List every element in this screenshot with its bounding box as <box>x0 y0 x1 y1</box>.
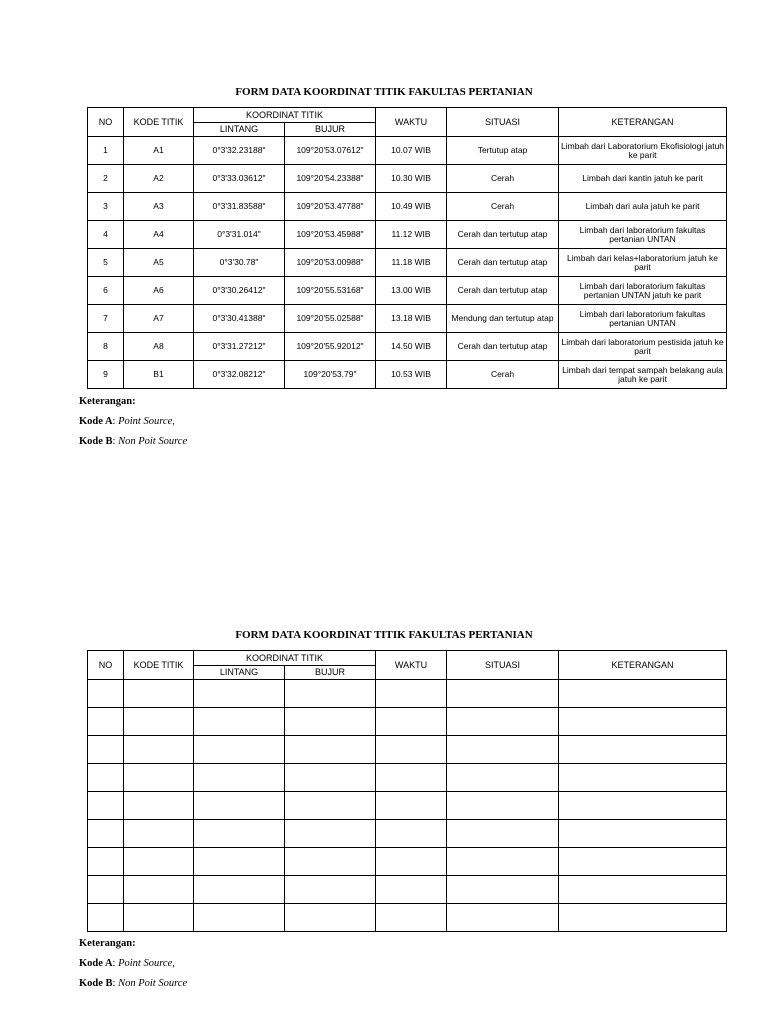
empty-cell-no <box>88 680 124 708</box>
header-kode-titik: KODE TITIK <box>124 651 194 680</box>
cell-lintang: 0°3'30.41388" <box>194 305 285 333</box>
cell-lintang: 0°3'30.26412" <box>194 277 285 305</box>
table-row <box>88 249 727 277</box>
empty-cell-lintang <box>194 848 285 876</box>
cell-bujur: 109°20'53.47788" <box>285 193 376 221</box>
empty-cell-situasi <box>447 736 559 764</box>
cell-no: 3 <box>88 193 124 221</box>
empty-cell-kode <box>124 680 194 708</box>
empty-cell-kode <box>124 708 194 736</box>
empty-table-row <box>88 764 727 792</box>
cell-kode: A5 <box>124 249 194 277</box>
cell-bujur: 109°20'55.53168" <box>285 277 376 305</box>
empty-cell-waktu <box>376 680 447 708</box>
cell-waktu: 11.18 WIB <box>376 249 447 277</box>
cell-bujur: 109°20'53.45988" <box>285 221 376 249</box>
header-lintang: LINTANG <box>194 123 285 137</box>
note-kode-b: Kode B: Non Poit Source <box>79 436 188 447</box>
cell-waktu: 10.53 WIB <box>376 361 447 389</box>
cell-keterangan: Limbah dari laboratorium fakultas pertanian UNTAN jatuh ke parit <box>559 277 727 305</box>
empty-cell-keterangan <box>559 820 727 848</box>
coordinate-data-table <box>87 107 727 389</box>
cell-bujur: 109°20'55.92012" <box>285 333 376 361</box>
empty-cell-lintang <box>194 820 285 848</box>
cell-bujur: 109°20'54.23388" <box>285 165 376 193</box>
empty-cell-keterangan <box>559 792 727 820</box>
empty-cell-lintang <box>194 876 285 904</box>
cell-kode: A2 <box>124 165 194 193</box>
cell-no: 2 <box>88 165 124 193</box>
empty-cell-keterangan <box>559 764 727 792</box>
empty-cell-situasi <box>447 764 559 792</box>
empty-cell-lintang <box>194 680 285 708</box>
cell-no: 6 <box>88 277 124 305</box>
form-title-blank: FORM DATA KOORDINAT TITIK FAKULTAS PERTANIAN <box>235 629 533 641</box>
empty-cell-kode <box>124 876 194 904</box>
empty-cell-keterangan <box>559 904 727 932</box>
table-row <box>88 165 727 193</box>
empty-table-row <box>88 792 727 820</box>
cell-no: 1 <box>88 137 124 165</box>
header-keterangan: KETERANGAN <box>559 651 727 680</box>
empty-cell-bujur <box>285 764 376 792</box>
empty-cell-no <box>88 820 124 848</box>
cell-waktu: 14.50 WIB <box>376 333 447 361</box>
empty-cell-bujur <box>285 904 376 932</box>
cell-situasi: Cerah <box>447 165 559 193</box>
cell-kode: A6 <box>124 277 194 305</box>
cell-no: 4 <box>88 221 124 249</box>
note-kode-a: Kode A: Point Source, <box>79 416 175 427</box>
empty-cell-keterangan <box>559 848 727 876</box>
legend-notes-blank <box>79 934 187 994</box>
cell-situasi: Cerah dan tertutup atap <box>447 277 559 305</box>
cell-situasi: Cerah <box>447 361 559 389</box>
empty-cell-no <box>88 876 124 904</box>
cell-no: 5 <box>88 249 124 277</box>
header-lintang: LINTANG <box>194 666 285 680</box>
cell-keterangan: Limbah dari laboratorium fakultas pertanian UNTAN <box>559 305 727 333</box>
empty-table-row <box>88 904 727 932</box>
empty-cell-waktu <box>376 708 447 736</box>
empty-cell-bujur <box>285 680 376 708</box>
empty-cell-bujur <box>285 708 376 736</box>
empty-cell-lintang <box>194 904 285 932</box>
empty-table-row <box>88 708 727 736</box>
header-kode-titik: KODE TITIK <box>124 108 194 137</box>
cell-kode: A8 <box>124 333 194 361</box>
empty-cell-bujur <box>285 736 376 764</box>
empty-cell-bujur <box>285 876 376 904</box>
empty-cell-lintang <box>194 792 285 820</box>
empty-cell-no <box>88 848 124 876</box>
cell-waktu: 13.18 WIB <box>376 305 447 333</box>
empty-table-row <box>88 848 727 876</box>
header-bujur: BUJUR <box>285 666 376 680</box>
empty-cell-no <box>88 764 124 792</box>
empty-cell-no <box>88 904 124 932</box>
note-kode-a: Kode A: Point Source, <box>79 958 175 969</box>
table-row <box>88 305 727 333</box>
table-row <box>88 137 727 165</box>
header-bujur: BUJUR <box>285 123 376 137</box>
header-waktu: WAKTU <box>376 108 447 137</box>
empty-cell-keterangan <box>559 708 727 736</box>
form-title: FORM DATA KOORDINAT TITIK FAKULTAS PERTANIAN <box>235 86 533 98</box>
cell-lintang: 0°3'31.83588" <box>194 193 285 221</box>
header-waktu: WAKTU <box>376 651 447 680</box>
empty-cell-lintang <box>194 708 285 736</box>
empty-cell-waktu <box>376 764 447 792</box>
empty-cell-kode <box>124 792 194 820</box>
header-situasi: SITUASI <box>447 651 559 680</box>
empty-cell-waktu <box>376 820 447 848</box>
cell-situasi: Cerah dan tertutup atap <box>447 249 559 277</box>
table-body-blank <box>88 680 727 932</box>
cell-situasi: Cerah <box>447 193 559 221</box>
cell-keterangan: Limbah dari laboratorium pestisida jatuh ke parit <box>559 333 727 361</box>
cell-keterangan: Limbah dari kantin jatuh ke parit <box>559 165 727 193</box>
empty-cell-waktu <box>376 904 447 932</box>
empty-cell-situasi <box>447 820 559 848</box>
empty-cell-no <box>88 736 124 764</box>
empty-table-row <box>88 876 727 904</box>
empty-cell-keterangan <box>559 876 727 904</box>
table-row <box>88 361 727 389</box>
header-no: NO <box>88 108 124 137</box>
empty-cell-kode <box>124 848 194 876</box>
blank-coordinate-table <box>87 650 727 932</box>
header-keterangan: KETERANGAN <box>559 108 727 137</box>
cell-situasi: Mendung dan tertutup atap <box>447 305 559 333</box>
empty-cell-waktu <box>376 848 447 876</box>
cell-waktu: 10.49 WIB <box>376 193 447 221</box>
cell-waktu: 10.07 WIB <box>376 137 447 165</box>
empty-cell-situasi <box>447 680 559 708</box>
note-kode-b: Kode B: Non Poit Source <box>79 978 188 989</box>
notes-heading: Keterangan: <box>79 396 136 407</box>
cell-bujur: 109°20'53.00988" <box>285 249 376 277</box>
cell-lintang: 0°3'32.08212" <box>194 361 285 389</box>
empty-cell-bujur <box>285 848 376 876</box>
cell-no: 9 <box>88 361 124 389</box>
table-row <box>88 333 727 361</box>
empty-cell-situasi <box>447 708 559 736</box>
cell-keterangan: Limbah dari aula jatuh ke parit <box>559 193 727 221</box>
cell-keterangan: Limbah dari kelas+laboratorium jatuh ke parit <box>559 249 727 277</box>
table-body <box>88 137 727 389</box>
cell-keterangan: Limbah dari Laboratorium Ekofisiologi jatuh ke parit <box>559 137 727 165</box>
cell-bujur: 109°20'53.79" <box>285 361 376 389</box>
empty-table-row <box>88 680 727 708</box>
empty-cell-bujur <box>285 820 376 848</box>
empty-cell-situasi <box>447 904 559 932</box>
cell-bujur: 109°20'53.07612" <box>285 137 376 165</box>
empty-cell-kode <box>124 736 194 764</box>
cell-keterangan: Limbah dari tempat sampah belakang aula jatuh ke parit <box>559 361 727 389</box>
header-koordinat-titik: KOORDINAT TITIK <box>194 108 376 123</box>
empty-cell-waktu <box>376 792 447 820</box>
cell-waktu: 10.30 WIB <box>376 165 447 193</box>
cell-no: 8 <box>88 333 124 361</box>
cell-lintang: 0°3'31.27212" <box>194 333 285 361</box>
table-row <box>88 277 727 305</box>
table-row <box>88 221 727 249</box>
notes-heading: Keterangan: <box>79 938 136 949</box>
empty-table-row <box>88 736 727 764</box>
empty-cell-kode <box>124 820 194 848</box>
cell-situasi: Cerah dan tertutup atap <box>447 221 559 249</box>
cell-kode: A3 <box>124 193 194 221</box>
empty-cell-situasi <box>447 876 559 904</box>
cell-no: 7 <box>88 305 124 333</box>
table-row <box>88 193 727 221</box>
empty-cell-situasi <box>447 848 559 876</box>
cell-kode: B1 <box>124 361 194 389</box>
empty-cell-situasi <box>447 792 559 820</box>
cell-kode: A4 <box>124 221 194 249</box>
empty-cell-keterangan <box>559 736 727 764</box>
empty-cell-bujur <box>285 792 376 820</box>
cell-lintang: 0°3'31.014" <box>194 221 285 249</box>
header-koordinat-titik: KOORDINAT TITIK <box>194 651 376 666</box>
cell-situasi: Cerah dan tertutup atap <box>447 333 559 361</box>
cell-keterangan: Limbah dari laboratorium fakultas pertanian UNTAN <box>559 221 727 249</box>
cell-kode: A7 <box>124 305 194 333</box>
cell-bujur: 109°20'55.02588" <box>285 305 376 333</box>
empty-cell-no <box>88 708 124 736</box>
cell-waktu: 13.00 WIB <box>376 277 447 305</box>
header-situasi: SITUASI <box>447 108 559 137</box>
cell-lintang: 0°3'33.03612" <box>194 165 285 193</box>
empty-cell-kode <box>124 764 194 792</box>
empty-cell-no <box>88 792 124 820</box>
empty-cell-waktu <box>376 736 447 764</box>
legend-notes <box>79 392 187 452</box>
header-no: NO <box>88 651 124 680</box>
empty-cell-lintang <box>194 764 285 792</box>
cell-lintang: 0°3'30.78" <box>194 249 285 277</box>
cell-waktu: 11.12 WIB <box>376 221 447 249</box>
cell-lintang: 0°3'32.23188" <box>194 137 285 165</box>
cell-kode: A1 <box>124 137 194 165</box>
empty-cell-waktu <box>376 876 447 904</box>
empty-cell-lintang <box>194 736 285 764</box>
empty-cell-kode <box>124 904 194 932</box>
empty-table-row <box>88 820 727 848</box>
empty-cell-keterangan <box>559 680 727 708</box>
cell-situasi: Tertutup atap <box>447 137 559 165</box>
